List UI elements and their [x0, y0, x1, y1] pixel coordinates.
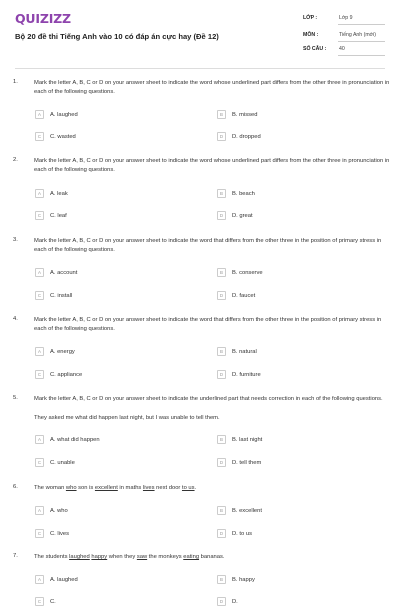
option-d[interactable] [217, 132, 261, 141]
option-letter: D [217, 597, 226, 606]
option-c[interactable] [35, 458, 75, 467]
option-c[interactable] [35, 370, 82, 379]
meta-grade-label: LỚP : [303, 15, 318, 21]
question-text [34, 484, 392, 493]
option-b[interactable] [217, 347, 257, 356]
underlined-word: eating [183, 554, 200, 560]
option-letter: D [217, 132, 226, 141]
option-label: A. who [50, 507, 68, 514]
meta-subject-label: MÔN : [303, 32, 319, 38]
question-text: Mark the letter A, B, C or D on your answer sheet to indicate the word whose underlined part differs from the other three in pronunciation in each of the following questions. [34, 158, 390, 173]
option-label: C. lives [50, 530, 70, 537]
option-letter: D [217, 370, 226, 379]
question-text: Mark the letter A, B, C or D on your answer sheet to indicate the word that differs from the other three in the position of primary stress in each of the following questions. [34, 238, 382, 253]
option-b[interactable] [217, 268, 263, 277]
option-label: A. laughed [50, 111, 78, 118]
header-divider [15, 68, 385, 69]
option-c[interactable] [35, 211, 67, 220]
question-number: 2. [13, 157, 18, 163]
option-label: C. appliance [50, 371, 83, 378]
underlined-word: happy [91, 554, 108, 560]
option-letter: D [217, 458, 226, 467]
question-text: Mark the letter A, B, C or D on your answer sheet to indicate the word that differs from the other three in the position of primary stress in each of the following questions. [34, 317, 382, 332]
option-label: D. [232, 598, 238, 605]
option-b[interactable] [217, 506, 262, 515]
option-label: B. last night [232, 436, 263, 443]
option-letter: A [35, 506, 44, 515]
question-sentence: They asked me what did happen last night, but I was unable to tell them. [34, 415, 220, 421]
option-label: C. unable [50, 459, 75, 466]
option-label: D. great [232, 212, 253, 219]
option-letter: C [35, 370, 44, 379]
option-letter: C [35, 529, 44, 538]
option-b[interactable] [217, 575, 255, 584]
option-label: D. dropped [232, 133, 261, 140]
option-d[interactable] [217, 458, 261, 467]
option-b[interactable] [217, 189, 255, 198]
option-letter: C [35, 291, 44, 300]
underlined-word: to us [181, 485, 195, 491]
underlined-word: excellent [94, 485, 118, 491]
option-b[interactable] [217, 110, 257, 119]
option-letter: A [35, 435, 44, 444]
option-label: D. to us [232, 530, 252, 537]
option-label: A. what did happen [50, 436, 100, 443]
question-number: 3. [13, 237, 18, 243]
option-d[interactable] [217, 291, 255, 300]
option-letter: C [35, 458, 44, 467]
option-d[interactable] [217, 211, 253, 220]
option-letter: D [217, 291, 226, 300]
meta-divider [338, 55, 385, 56]
underlined-word: lives [142, 485, 155, 491]
option-a[interactable] [35, 189, 68, 198]
meta-count-value: 40 [339, 46, 345, 52]
option-letter: B [217, 506, 226, 515]
option-label: C. wasted [50, 133, 76, 140]
option-d[interactable] [217, 370, 261, 379]
option-label: C. install [50, 292, 73, 299]
underlined-word: saw [136, 554, 148, 560]
option-a[interactable] [35, 435, 100, 444]
option-label: A. leak [50, 190, 68, 197]
quizizz-logo: QUIZIZZ [15, 11, 71, 26]
meta-count-label: SỐ CÂU : [303, 46, 327, 52]
option-letter: C [35, 597, 44, 606]
option-letter: B [217, 347, 226, 356]
meta-subject-value: Tiếng Anh (mới) [339, 32, 376, 38]
option-letter: A [35, 110, 44, 119]
page-header [0, 0, 400, 66]
option-a[interactable] [35, 347, 75, 356]
option-c[interactable] [35, 597, 56, 606]
meta-grade-value: Lớp 9 [339, 15, 353, 21]
text-segment: The students [34, 554, 70, 560]
option-letter: B [217, 110, 226, 119]
option-a[interactable] [35, 506, 68, 515]
option-a[interactable] [35, 575, 78, 584]
option-letter: A [35, 347, 44, 356]
option-b[interactable] [217, 435, 262, 444]
option-a[interactable] [35, 110, 78, 119]
question-text: Mark the letter A, B, C or D on your answer sheet to indicate the underlined part that needs correction in each of the following questions. [34, 396, 383, 402]
option-label: A. account [50, 269, 78, 276]
option-label: D. tell them [232, 459, 262, 466]
option-label: D. faucet [232, 292, 256, 299]
text-segment: son is [76, 485, 95, 491]
question-number: 1. [13, 79, 18, 85]
underlined-word: who [65, 485, 77, 491]
option-c[interactable] [35, 529, 69, 538]
text-segment: the monkeys [147, 554, 184, 560]
option-a[interactable] [35, 268, 77, 277]
option-letter: C [35, 211, 44, 220]
option-letter: D [217, 211, 226, 220]
text-segment: next door [154, 485, 182, 491]
option-label: B. happy [232, 576, 255, 583]
option-d[interactable] [217, 597, 238, 606]
text-segment: when they [107, 554, 137, 560]
option-letter: C [35, 132, 44, 141]
option-letter: A [35, 189, 44, 198]
option-c[interactable] [35, 132, 76, 141]
text-segment: in maths [117, 485, 143, 491]
question-text [34, 553, 392, 562]
meta-divider [338, 24, 385, 25]
option-label: A. laughed [50, 576, 78, 583]
meta-divider [338, 41, 385, 42]
option-letter: B [217, 268, 226, 277]
option-letter: B [217, 435, 226, 444]
text-segment: . [194, 485, 197, 491]
question-number: 4. [13, 316, 18, 322]
document-title: Bộ 20 đề thi Tiếng Anh vào 10 có đáp án cực hay (Đề 12) [15, 32, 219, 41]
option-letter: A [35, 268, 44, 277]
question-text: Mark the letter A, B, C or D on your answer sheet to indicate the word whose underlined part differs from the other three in pronunciation in each of the following questions. [34, 80, 390, 95]
option-label: B. natural [232, 348, 257, 355]
underlined-word: laughed [69, 554, 90, 560]
question-number: 5. [13, 395, 18, 401]
question-number: 6. [13, 484, 18, 490]
option-letter: A [35, 575, 44, 584]
option-label: B. conserve [232, 269, 263, 276]
option-label: B. missed [232, 111, 258, 118]
option-label: C. leaf [50, 212, 67, 219]
option-letter: B [217, 575, 226, 584]
option-d[interactable] [217, 529, 252, 538]
option-label: A. energy [50, 348, 75, 355]
option-label: B. beach [232, 190, 255, 197]
option-letter: B [217, 189, 226, 198]
text-segment: The woman [34, 485, 66, 491]
option-letter: D [217, 529, 226, 538]
text-segment: bananas. [199, 554, 225, 560]
option-label: D. furniture [232, 371, 261, 378]
option-label: C. [50, 598, 56, 605]
question-number: 7. [13, 553, 18, 559]
option-label: B. excellent [232, 507, 262, 514]
option-c[interactable] [35, 291, 72, 300]
